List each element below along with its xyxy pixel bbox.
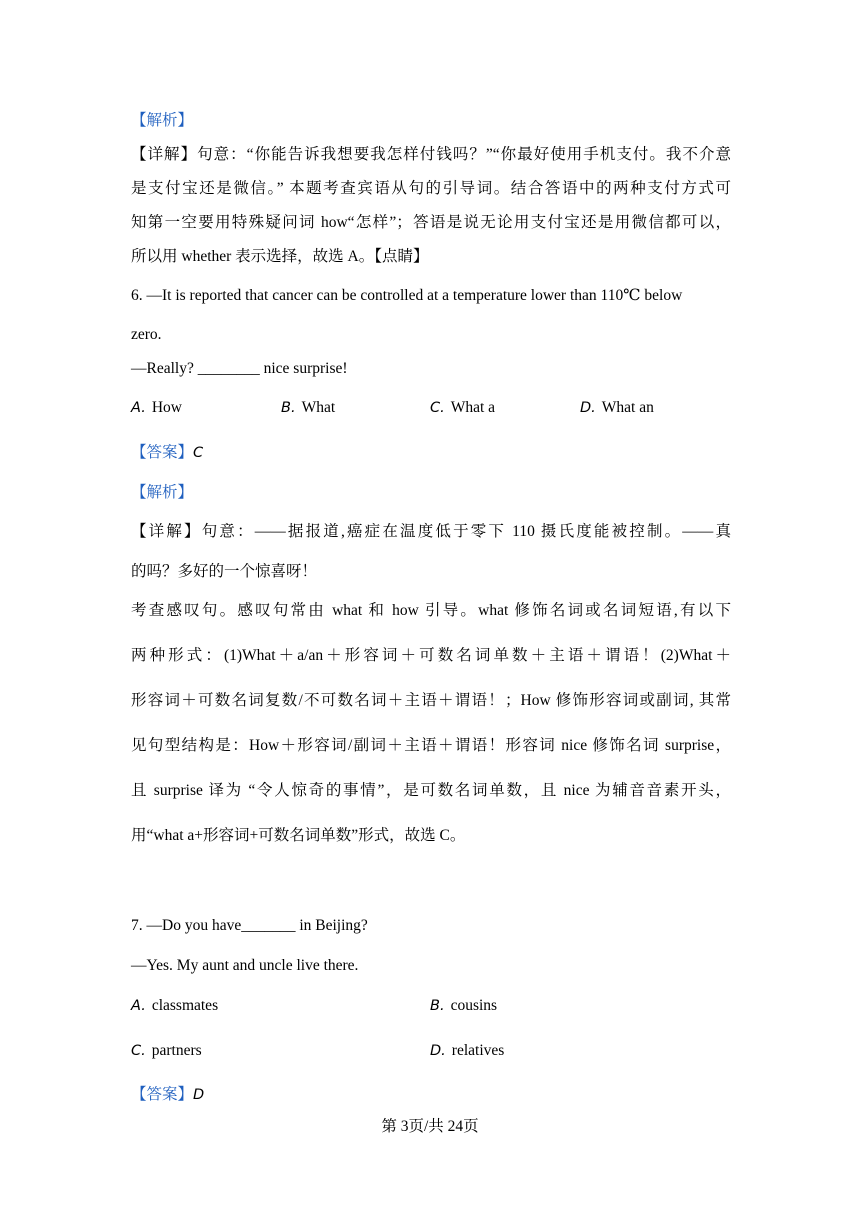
option-text: How [151, 399, 182, 416]
option-text: What an [601, 399, 654, 416]
option-label: B. [281, 400, 296, 416]
option-label: B. [430, 998, 445, 1014]
detail-line: 用“what a+形容词+可数名词单数”形式，故选 C。 [131, 827, 466, 844]
answer-tag: 【答案】 [131, 444, 194, 461]
question-stem: —Yes. My aunt and uncle live there. [131, 957, 359, 974]
question-stem: —Really? ________ nice surprise! [131, 360, 348, 377]
option-text: What a [450, 399, 496, 416]
option-c [430, 398, 495, 418]
detail-line: 【详解】句意：——据报道,癌症在温度低于零下 110 摄氏度能被控制。——真 [131, 523, 731, 540]
question-stem: 6. —It is reported that cancer can be controlled at a temperature lower than 110℃ below [131, 287, 683, 304]
answer-value: C [193, 445, 204, 461]
option-label: A. [131, 400, 146, 416]
option-text: What [301, 399, 336, 416]
question-stem: 7. —Do you have_______ in Beijing? [131, 917, 368, 934]
question-stem: zero. [131, 326, 162, 343]
analysis-heading: 【解析】 [131, 112, 194, 129]
analysis-heading: 【解析】 [131, 484, 194, 501]
detail-line: 两种形式：(1)What＋a/an＋形容词＋可数名词单数＋主语＋谓语！(2)What＋ [131, 647, 731, 664]
option-label: D. [430, 1043, 446, 1059]
option-label: C. [430, 400, 445, 416]
option-text: classmates [151, 997, 219, 1014]
detail-line: 且 surprise 译为 “令人惊奇的事情”，是可数名词单数，且 nice 为辅音音素开头， [131, 782, 731, 799]
answer-line [131, 443, 203, 463]
page-number: 第 3页/共 24页 [381, 1118, 479, 1135]
detail-line: 的吗？多好的一个惊喜呀！ [131, 563, 318, 580]
option-label: C. [131, 1043, 146, 1059]
option-b [281, 398, 335, 418]
option-a [131, 398, 182, 418]
detail-line: 知第一空要用特殊疑问词 how“怎样”；答语是说无论用支付宝还是用微信都可以， [131, 214, 731, 231]
option-label: D. [580, 400, 596, 416]
detail-line: 所以用 whether 表示选择，故选 A。【点睛】 [131, 248, 429, 265]
detail-line: 见句型结构是：How＋形容词/副词＋主语＋谓语！形容词 nice 修饰名词 surprise， [131, 737, 731, 754]
option-label: A. [131, 998, 146, 1014]
option-text: partners [151, 1042, 202, 1059]
detail-line: 考查感叹句。感叹句常由 what 和 how 引导。what 修饰名词或名词短语,有以下 [131, 602, 731, 619]
option-text: cousins [450, 997, 498, 1014]
option-d [430, 1041, 504, 1061]
option-a [131, 996, 218, 1016]
detail-line: 形容词＋可数名词复数/不可数名词＋主语＋谓语！；How 修饰形容词或副词, 其常 [131, 692, 731, 709]
answer-tag: 【答案】 [131, 1086, 194, 1103]
answer-line [131, 1085, 204, 1105]
detail-line: 是支付宝还是微信。” 本题考查宾语从句的引导词。结合答语中的两种支付方式可 [131, 180, 731, 197]
option-c [131, 1041, 202, 1061]
option-b [430, 996, 497, 1016]
option-d [580, 398, 654, 418]
option-text: relatives [451, 1042, 505, 1059]
detail-line: 【详解】句意：“你能告诉我想要我怎样付钱吗？”“你最好使用手机支付。我不介意 [131, 146, 731, 163]
answer-value: D [193, 1087, 205, 1103]
